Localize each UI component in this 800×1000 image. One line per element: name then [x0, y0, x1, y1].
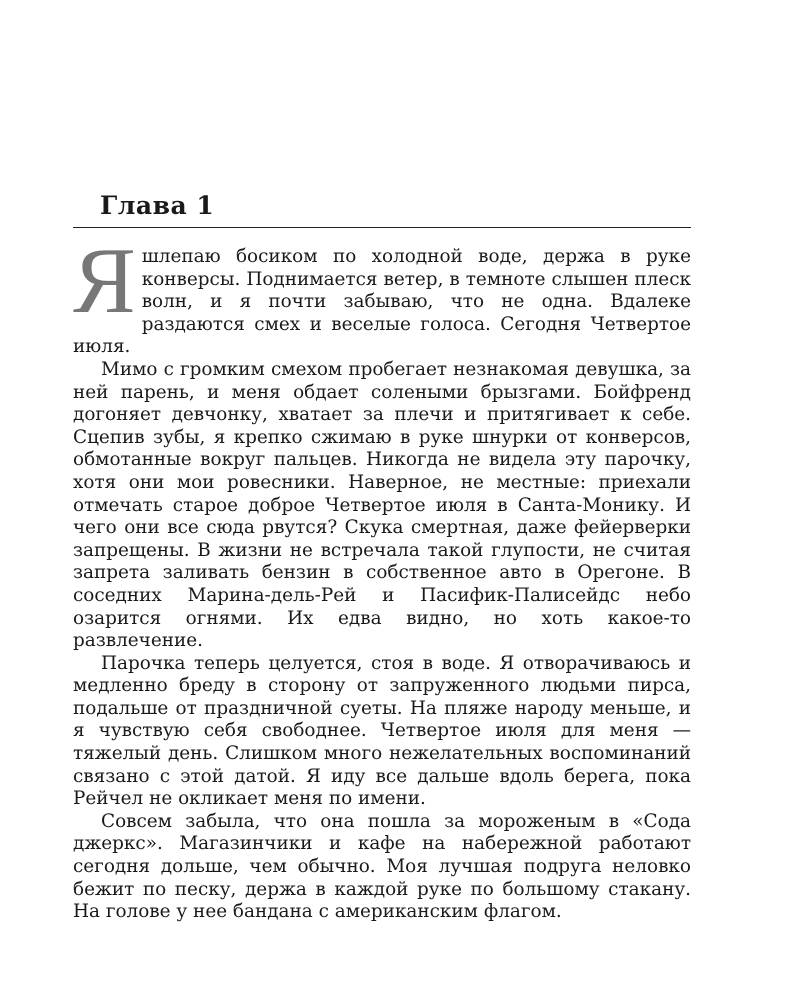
title-rule — [73, 227, 691, 228]
paragraph-4: Совсем забыла, что она пошла за мороженым в «Сода джеркс». Магазинчики и кафе на набережной работают сегодня дольше, чем обычно. Моя лучшая подруга неловко бежит по песку, держа в каждой руке по большому стакану. На голове у нее бандана с американским флагом. — [73, 810, 691, 923]
paragraph-1 — [73, 229, 691, 359]
paragraph-3: Парочка теперь целуется, стоя в воде. Я отворачиваюсь и медленно бреду в сторону от запруженного людьми пирса, подальше от праздничной суеты. На пляже народу меньше, и я чувствую себя свободнее. Четвертое июля для меня — тяжелый день. Слишком много нежелательных воспоминаний связано с этой датой. Я иду все дальше вдоль берега, пока Рейчел не окликает меня по имени. — [73, 652, 691, 810]
chapter-title: Глава 1 — [100, 191, 215, 220]
paragraph-1-text: шлепаю босиком по холодной воде, держа в руке конверсы. Поднимается ветер, в темноте слышен плеск волн, и я почти забываю, что не одна. Вдалеке раздаются смех и веселые голоса. Сегодня Четвертое июля. — [73, 246, 691, 358]
paragraph-2: Мимо с громким смехом пробегает незнакомая девушка, за ней парень, и меня обдает солеными брызгами. Бойфренд догоняет девчонку, хватает за плечи и притягивает к себе. Сцепив зубы, я крепко сжимаю в руке шнурки от конверсов, обмотанные вокруг пальцев. Никогда не видела эту парочку, хотя они мои ровесники. Наверное, не местные: приехали отмечать старое доброе Четвертое июля в Санта-Монику. И чего они все сюда рвутся? Скука смертная, даже фейерверки запрещены. В жизни не встречала такой глупости, не считая запрета заливать бензин в собственное авто в Орегоне. В соседних Марина-дель-Рей и Пасифик-Палисейдс небо озарится огнями. Их едва видно, но хоть какое-то развлечение. — [73, 358, 691, 652]
drop-cap: Я — [73, 229, 136, 333]
chapter-body — [73, 229, 691, 924]
